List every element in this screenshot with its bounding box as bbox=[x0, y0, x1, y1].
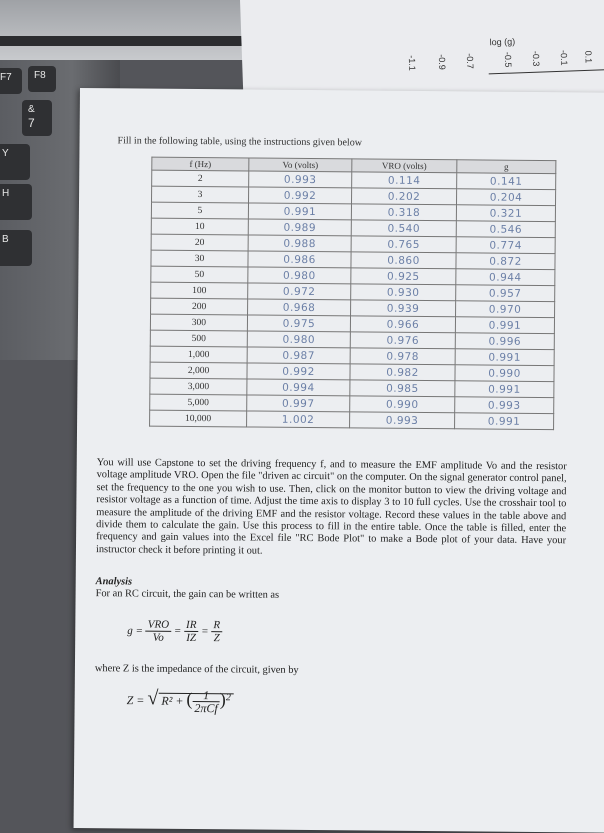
impedance-equation bbox=[127, 688, 234, 715]
cell-gain: 0.996 bbox=[455, 333, 554, 350]
frac-den: IZ bbox=[186, 632, 197, 645]
fraction-1-2picf bbox=[192, 689, 220, 715]
frac-den: 2πCf bbox=[194, 701, 218, 716]
equals: = bbox=[201, 625, 209, 638]
key-7 bbox=[22, 100, 52, 136]
cell-gain: 0.991 bbox=[455, 317, 554, 334]
cell-vro: 0.990 bbox=[350, 396, 455, 413]
data-table bbox=[149, 157, 556, 431]
header-vro: VRO (volts) bbox=[352, 159, 457, 173]
cell-gain: 0.204 bbox=[456, 189, 555, 206]
plot-tick: 0.1 bbox=[583, 50, 594, 64]
key-label: Y bbox=[2, 148, 9, 159]
cell-vo: 0.975 bbox=[247, 315, 350, 332]
cell-vro: 0.202 bbox=[351, 188, 456, 205]
fraction-r-z bbox=[211, 619, 222, 645]
cell-gain: 0.944 bbox=[456, 269, 555, 286]
cell-vo: 1.002 bbox=[247, 411, 350, 428]
cell-vo: 0.968 bbox=[248, 299, 351, 316]
plot-tick: -0.1 bbox=[558, 49, 570, 66]
cell-gain: 0.991 bbox=[455, 413, 554, 430]
cell-vro: 0.765 bbox=[351, 236, 456, 253]
r-squared: R² + bbox=[161, 693, 184, 708]
frac-den: Z bbox=[213, 632, 220, 645]
plot-axis bbox=[489, 69, 604, 74]
cell-vro: 0.925 bbox=[351, 268, 456, 285]
key-label: B bbox=[2, 234, 9, 245]
cell-vo: 0.989 bbox=[248, 219, 351, 236]
cell-frequency: 5,000 bbox=[150, 394, 247, 411]
cell-vo: 0.993 bbox=[249, 171, 352, 188]
radicand bbox=[158, 688, 234, 716]
cell-gain: 0.993 bbox=[455, 397, 554, 414]
plot-tick: -0.3 bbox=[530, 50, 542, 67]
header-gain: g bbox=[457, 160, 556, 174]
cell-gain: 0.774 bbox=[456, 237, 555, 254]
cell-frequency: 2,000 bbox=[150, 362, 247, 379]
cell-gain: 0.970 bbox=[456, 301, 555, 318]
key-f7 bbox=[0, 68, 22, 94]
analysis-heading: Analysis bbox=[95, 576, 133, 588]
cell-vo: 0.972 bbox=[248, 283, 351, 300]
cell-frequency: 3,000 bbox=[150, 378, 247, 395]
key-sublabel: 7 bbox=[28, 116, 35, 130]
cell-vro: 0.860 bbox=[351, 252, 456, 269]
cell-gain: 0.321 bbox=[456, 205, 555, 222]
table-row bbox=[150, 410, 554, 430]
exponent: 2 bbox=[225, 691, 231, 703]
paren-left: ( bbox=[186, 688, 193, 709]
cell-vo: 0.986 bbox=[248, 251, 351, 268]
cell-frequency: 100 bbox=[151, 282, 248, 299]
cell-gain: 0.872 bbox=[456, 253, 555, 270]
cell-frequency: 10,000 bbox=[150, 410, 247, 427]
cell-frequency: 3 bbox=[152, 186, 249, 203]
key-label: H bbox=[2, 188, 10, 199]
plot-tick: -0.5 bbox=[502, 51, 514, 68]
key-f8 bbox=[28, 66, 56, 92]
cell-gain: 0.141 bbox=[457, 173, 556, 190]
cell-frequency: 20 bbox=[151, 234, 248, 251]
cell-frequency: 200 bbox=[151, 298, 248, 315]
frac-num: 1 bbox=[192, 689, 219, 703]
analysis-text: For an RC circuit, the gain can be written as bbox=[95, 588, 280, 601]
cell-vo: 0.980 bbox=[247, 331, 350, 348]
cell-frequency: 30 bbox=[151, 250, 248, 267]
fraction-vro-vo bbox=[146, 619, 172, 645]
cell-vro: 0.982 bbox=[350, 364, 455, 381]
worksheet-page bbox=[74, 88, 604, 833]
cell-vro: 0.114 bbox=[352, 172, 457, 189]
cell-vro: 0.318 bbox=[351, 204, 456, 221]
instructions-paragraph: You will use Capstone to set the driving frequency f, and to measure the EMF amplitude Vo and the resistor voltage amplitude VRO. Open the file "driven ac circuit" on the computer. On the signal generator control panel, set the frequency to the one you wish to use. Then, click on the monitor button to view the driving voltage and resistor voltage as a function of time. Adjust the time axis to display 3 to 10 full cycles. Use the crosshair tool to measure the amplitude of the driving EMF and the resistor voltage. Record these values in the table above and divide them to calculate the gain. Use this process to fill in the entire table. Once the table is filled, enter the frequency and gain values into the Excel file "RC Bode Plot" to make a Bode plot of your data. Have your instructor check it before printing it out. bbox=[95, 457, 567, 557]
cell-vo: 0.991 bbox=[248, 203, 351, 220]
equals: = bbox=[173, 625, 182, 638]
plot-tick: -1.1 bbox=[406, 55, 418, 71]
gain-equation bbox=[127, 618, 222, 645]
cell-vo: 0.980 bbox=[248, 267, 351, 284]
plot-tick: -0.9 bbox=[436, 54, 448, 70]
cell-gain: 0.546 bbox=[456, 221, 555, 238]
cell-vo: 0.988 bbox=[248, 235, 351, 252]
cell-vo: 0.994 bbox=[247, 379, 350, 396]
frac-den: Vo bbox=[152, 632, 164, 645]
cell-vro: 0.978 bbox=[350, 348, 455, 365]
fraction-ir-iz bbox=[184, 619, 199, 645]
cell-frequency: 5 bbox=[151, 202, 248, 219]
key-h bbox=[0, 184, 32, 220]
laptop-hinge bbox=[0, 36, 260, 46]
frac-num: IR bbox=[184, 619, 199, 633]
key-b bbox=[0, 230, 32, 266]
cell-vo: 0.987 bbox=[247, 347, 350, 364]
key-label: & bbox=[28, 104, 35, 115]
cell-vro: 0.939 bbox=[351, 300, 456, 317]
cell-frequency: 10 bbox=[151, 218, 248, 235]
cell-vro: 0.966 bbox=[350, 316, 455, 333]
plot-tick: -0.7 bbox=[464, 53, 476, 69]
cell-vo: 0.992 bbox=[249, 187, 352, 204]
cell-vro: 0.976 bbox=[350, 332, 455, 349]
table-instruction: Fill in the following table, using the instructions given below bbox=[117, 135, 363, 149]
key-label: F8 bbox=[34, 70, 46, 81]
cell-gain: 0.957 bbox=[456, 285, 555, 302]
cell-vro: 0.540 bbox=[351, 220, 456, 237]
cell-vo: 0.997 bbox=[247, 395, 350, 412]
header-vo: Vo (volts) bbox=[249, 158, 352, 172]
gain-lhs: g = bbox=[127, 624, 144, 638]
cell-gain: 0.990 bbox=[455, 365, 554, 382]
cell-vo: 0.992 bbox=[247, 363, 350, 380]
cell-gain: 0.991 bbox=[455, 381, 554, 398]
cell-vro: 0.993 bbox=[350, 412, 455, 429]
frac-num: VRO bbox=[146, 619, 172, 633]
cell-frequency: 50 bbox=[151, 266, 248, 283]
key-y bbox=[0, 144, 30, 180]
cell-frequency: 500 bbox=[150, 330, 247, 347]
cell-frequency: 1,000 bbox=[150, 346, 247, 363]
cell-gain: 0.991 bbox=[455, 349, 554, 366]
key-label: F7 bbox=[0, 72, 12, 83]
cell-frequency: 2 bbox=[152, 170, 249, 187]
paren-right: ) bbox=[219, 688, 226, 709]
sqrt-sign: √ bbox=[147, 687, 159, 710]
impedance-text: where Z is the impedance of the circuit, given by bbox=[94, 663, 299, 676]
z-lhs: Z = bbox=[126, 693, 145, 708]
cell-frequency: 300 bbox=[150, 314, 247, 331]
cell-vro: 0.985 bbox=[350, 380, 455, 397]
frac-num: R bbox=[211, 619, 222, 632]
plot-ylabel: log (g) bbox=[489, 36, 516, 48]
cell-vro: 0.930 bbox=[351, 284, 456, 301]
header-frequency: f (Hz) bbox=[152, 157, 249, 171]
